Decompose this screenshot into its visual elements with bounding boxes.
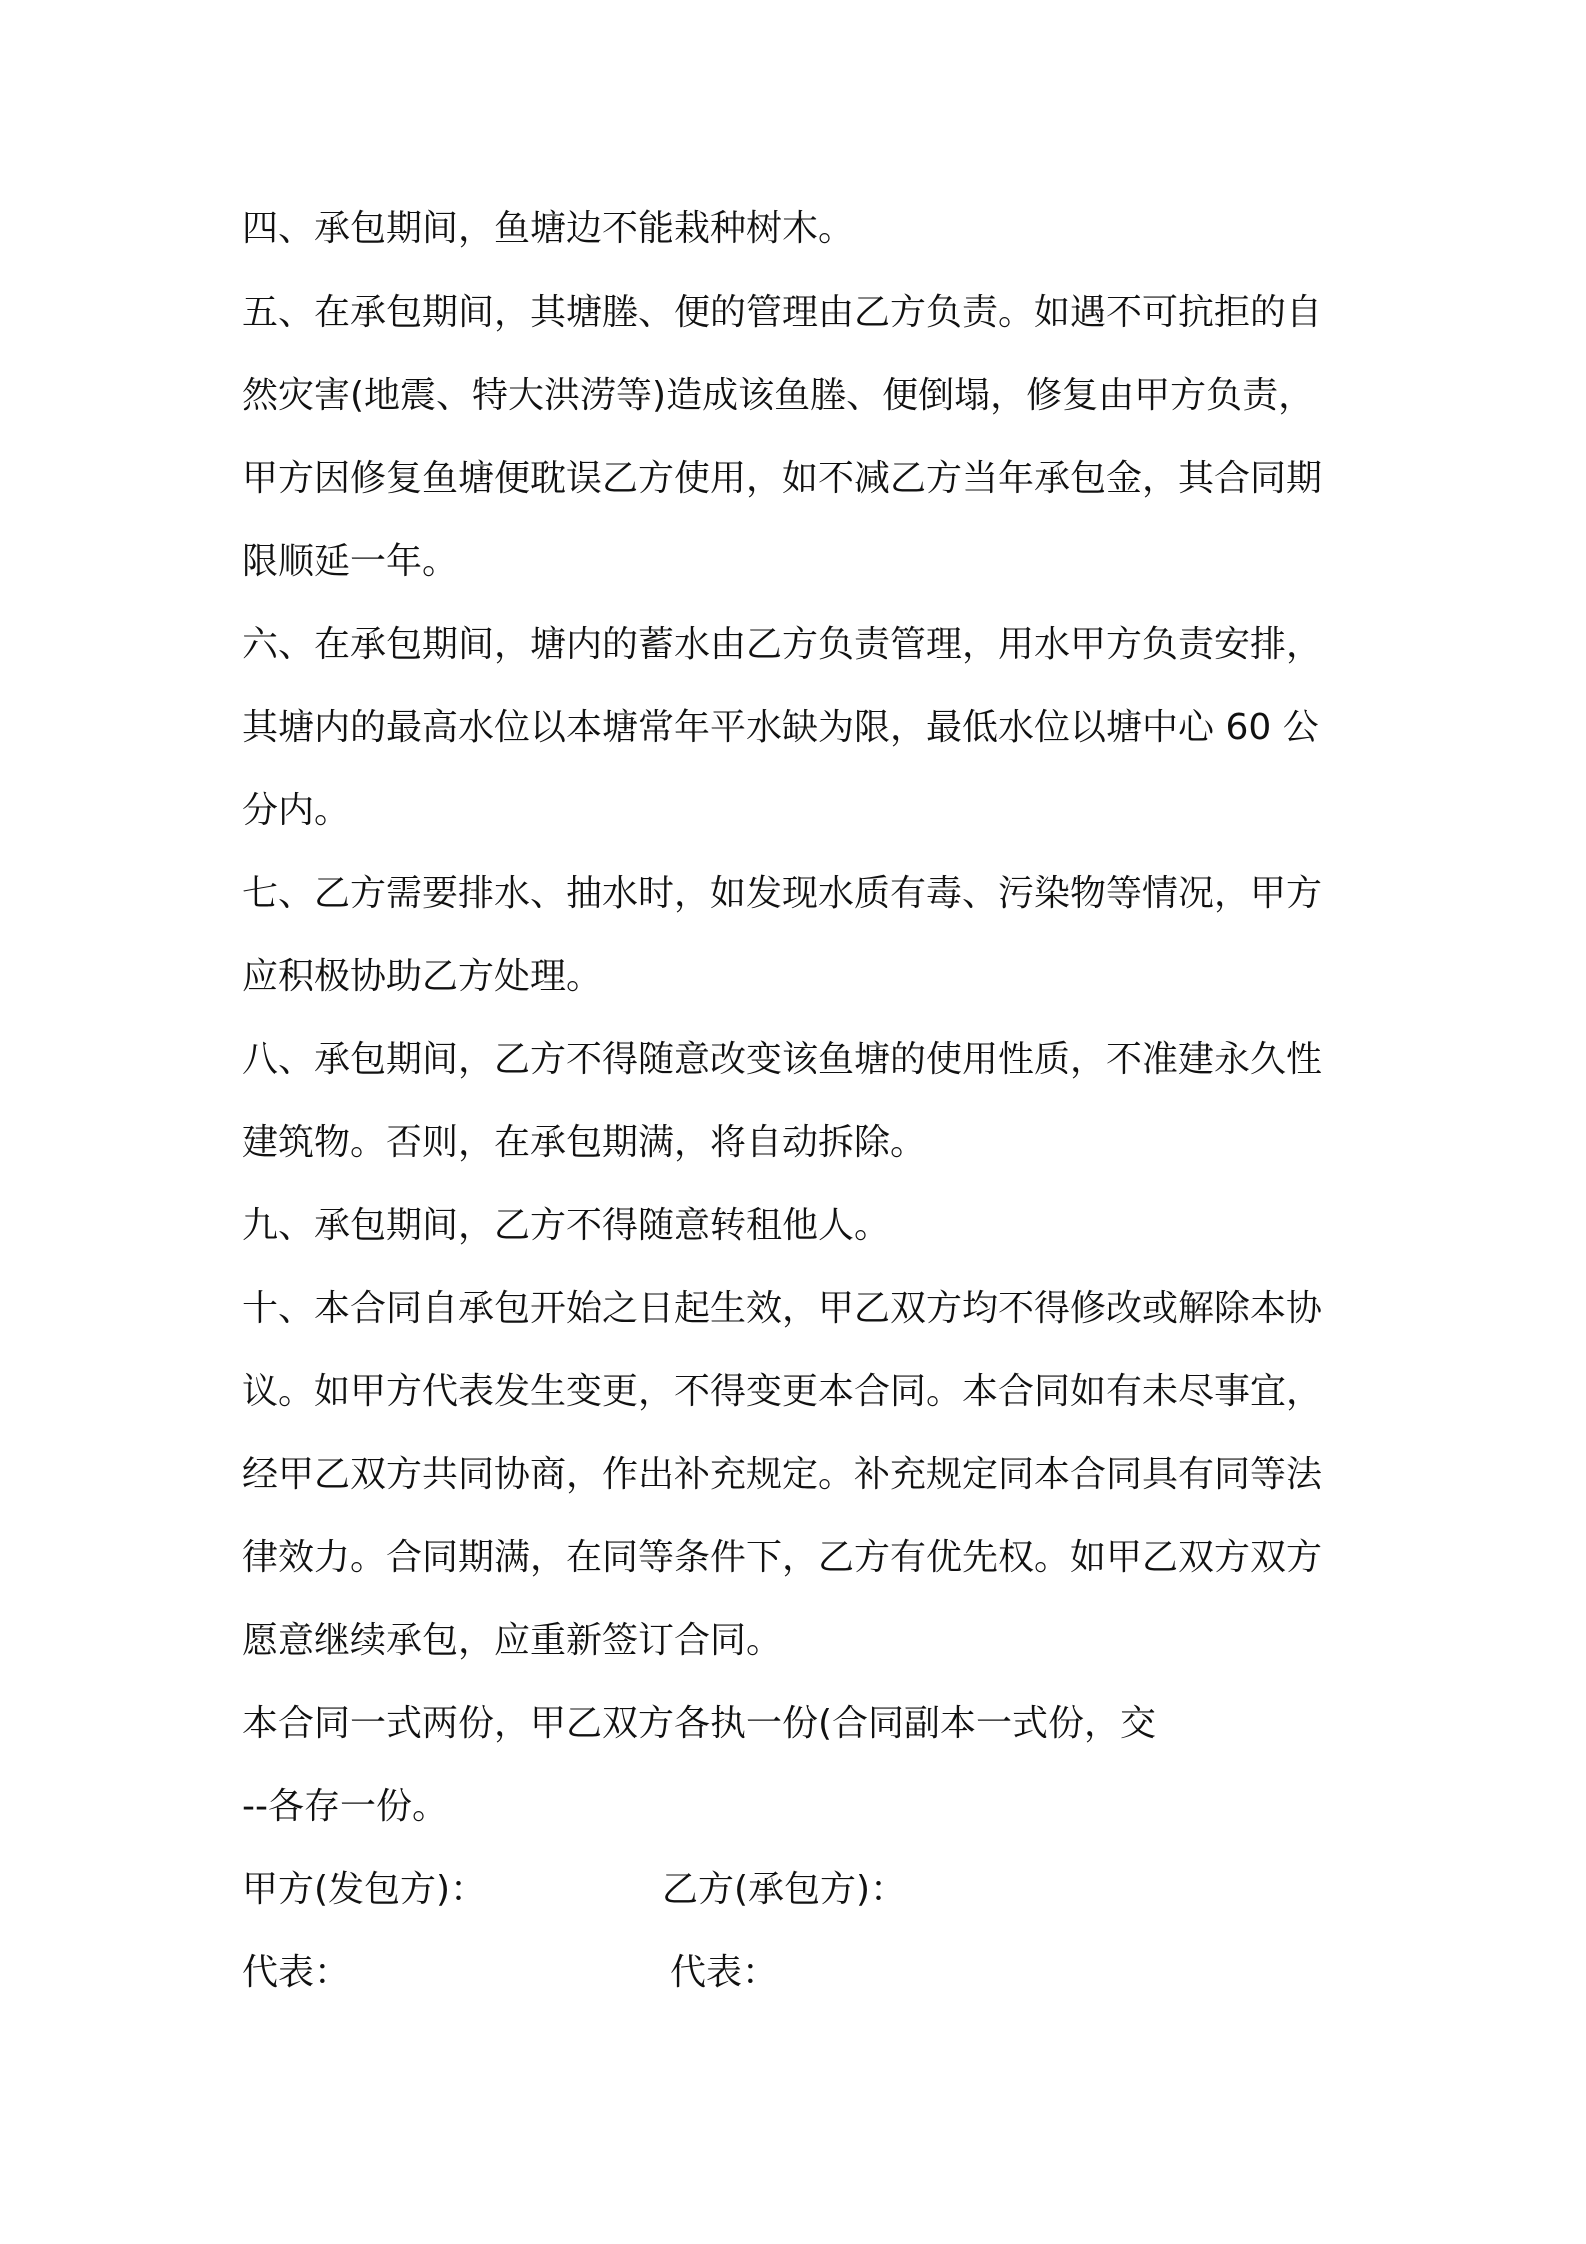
clause-6-line-1: 六、在承包期间，塘内的蓄水由乙方负责管理，用水甲方负责安排， xyxy=(242,624,1323,665)
rep-a-label: 代表： xyxy=(242,1952,351,1993)
clause-7-line-2: 应积极协助乙方处理。 xyxy=(242,956,603,997)
clause-10-line-5: 愿意继续承包，应重新签订合同。 xyxy=(242,1620,783,1661)
clause-10-line-4: 律效力。合同期满，在同等条件下，乙方有优先权。如甲乙双方双方 xyxy=(242,1537,1323,1578)
clause-6-line-3: 分内。 xyxy=(242,790,351,831)
clause-5-line-4: 限顺延一年。 xyxy=(242,541,459,582)
clause-10-line-1: 十、本合同自承包开始之日起生效，甲乙双方均不得修改或解除本协 xyxy=(242,1288,1323,1329)
clause-6-line-2: 其塘内的最高水位以本塘常年平水缺为限，最低水位以塘中心 60 公 xyxy=(242,707,1319,748)
clause-7-line-1: 七、乙方需要排水、抽水时，如发现水质有毒、污染物等情况，甲方 xyxy=(242,873,1323,914)
rep-b-label: 代表： xyxy=(670,1952,779,1993)
party-a-label: 甲方(发包方)： xyxy=(242,1869,487,1910)
party-b-label: 乙方(承包方)： xyxy=(662,1869,907,1910)
clause-8-line-2: 建筑物。否则，在承包期满，将自动拆除。 xyxy=(242,1122,927,1163)
clause-4-line-1: 四、承包期间，鱼塘边不能栽种树木。 xyxy=(242,208,855,249)
copies-line-1: 本合同一式两份，甲乙双方各执一份(合同副本一式份，交 xyxy=(242,1703,1157,1744)
clause-8-line-1: 八、承包期间，乙方不得随意改变该鱼塘的使用性质，不准建永久性 xyxy=(242,1039,1323,1080)
copies-line-2: --各存一份。 xyxy=(242,1786,448,1827)
clause-5-line-1: 五、在承包期间，其塘塍、便的管理由乙方负责。如遇不可抗拒的自 xyxy=(242,292,1323,333)
clause-10-line-3: 经甲乙双方共同协商，作出补充规定。补充规定同本合同具有同等法 xyxy=(242,1454,1323,1495)
clause-10-line-2: 议。如甲方代表发生变更，不得变更本合同。本合同如有未尽事宜， xyxy=(242,1371,1323,1412)
clause-5-line-3: 甲方因修复鱼塘便耽误乙方使用，如不减乙方当年承包金，其合同期 xyxy=(242,458,1323,499)
clause-5-line-2: 然灾害(地震、特大洪涝等)造成该鱼塍、便倒塌，修复由甲方负责， xyxy=(242,375,1315,416)
clause-9-line-1: 九、承包期间，乙方不得随意转租他人。 xyxy=(242,1205,891,1246)
